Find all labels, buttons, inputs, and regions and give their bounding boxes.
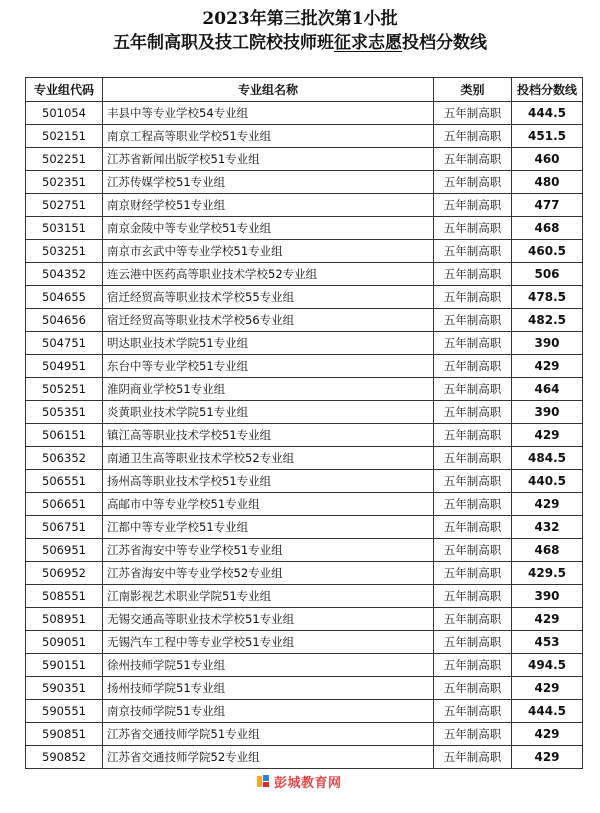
cell-score: 429 [512,608,583,631]
cell-category: 五年制高职 [434,700,512,723]
table-row [26,378,583,401]
cell-code: 502351 [26,171,103,194]
table-row [26,355,583,378]
table-row [26,631,583,654]
cell-score: 464 [512,378,583,401]
watermark [256,772,342,790]
cell-name: 南京财经学校51专业组 [103,194,434,217]
cell-category: 五年制高职 [434,355,512,378]
cell-category: 五年制高职 [434,309,512,332]
cell-category: 五年制高职 [434,516,512,539]
cell-name: 南通卫生高等职业技术学校52专业组 [103,447,434,470]
cell-score: 429 [512,677,583,700]
cell-name: 无锡汽车工程中等专业学校51专业组 [103,631,434,654]
cell-score: 429.5 [512,562,583,585]
cell-category: 五年制高职 [434,263,512,286]
cell-code: 505251 [26,378,103,401]
cell-category: 五年制高职 [434,378,512,401]
cell-score: 444.5 [512,700,583,723]
cell-category: 五年制高职 [434,562,512,585]
cell-code: 506751 [26,516,103,539]
cell-code: 506551 [26,470,103,493]
table-row [26,148,583,171]
cell-code: 502151 [26,125,103,148]
cell-score: 390 [512,401,583,424]
cell-code: 502751 [26,194,103,217]
cell-category: 五年制高职 [434,194,512,217]
table-row [26,746,583,769]
cell-category: 五年制高职 [434,217,512,240]
page-title-line1: 2023年第三批次第1小批 [202,9,398,29]
title-prefix: 五年制高职及技工院校技师班 [113,33,334,53]
table-row [26,493,583,516]
cell-category: 五年制高职 [434,585,512,608]
cell-name: 丰县中等专业学校54专业组 [103,102,434,125]
cell-score: 429 [512,493,583,516]
cell-score: 444.5 [512,102,583,125]
cell-name: 江南影视艺术职业学院51专业组 [103,585,434,608]
cell-code: 506151 [26,424,103,447]
cell-name: 江苏传媒学校51专业组 [103,171,434,194]
cell-score: 494.5 [512,654,583,677]
cell-name: 明达职业技术学院51专业组 [103,332,434,355]
score-table [25,77,583,769]
cell-category: 五年制高职 [434,470,512,493]
table-row [26,723,583,746]
cell-name: 南京金陵中等专业学校51专业组 [103,217,434,240]
cell-code: 504951 [26,355,103,378]
cell-score: 429 [512,723,583,746]
cell-code: 503251 [26,240,103,263]
cell-score: 468 [512,217,583,240]
cell-score: 477 [512,194,583,217]
table-row [26,447,583,470]
table-row [26,654,583,677]
cell-score: 484.5 [512,447,583,470]
title-underlined: 征求志愿 [334,33,402,53]
table-row [26,401,583,424]
cell-code: 506952 [26,562,103,585]
cell-score: 429 [512,355,583,378]
table-row [26,677,583,700]
cell-name: 扬州技师学院51专业组 [103,677,434,700]
watermark-logo-icon [256,774,270,788]
cell-code: 509051 [26,631,103,654]
table-row [26,516,583,539]
cell-score: 440.5 [512,470,583,493]
cell-score: 451.5 [512,125,583,148]
cell-code: 504655 [26,286,103,309]
watermark-text: 彭城教育网 [274,775,342,791]
cell-code: 506651 [26,493,103,516]
header-code: 专业组代码 [26,78,103,102]
cell-score: 432 [512,516,583,539]
table-row [26,286,583,309]
cell-category: 五年制高职 [434,102,512,125]
cell-code: 504352 [26,263,103,286]
table-row [26,102,583,125]
table-row [26,585,583,608]
cell-code: 504656 [26,309,103,332]
cell-category: 五年制高职 [434,654,512,677]
cell-score: 506 [512,263,583,286]
table-row [26,171,583,194]
cell-score: 482.5 [512,309,583,332]
cell-code: 590351 [26,677,103,700]
cell-score: 460 [512,148,583,171]
page-title-line2 [0,32,600,54]
cell-code: 590151 [26,654,103,677]
cell-code: 504751 [26,332,103,355]
cell-code: 506352 [26,447,103,470]
cell-category: 五年制高职 [434,240,512,263]
cell-code: 506951 [26,539,103,562]
cell-code: 501054 [26,102,103,125]
cell-category: 五年制高职 [434,424,512,447]
cell-code: 590852 [26,746,103,769]
table-body [26,102,583,769]
table-row [26,125,583,148]
cell-category: 五年制高职 [434,493,512,516]
cell-code: 508951 [26,608,103,631]
cell-category: 五年制高职 [434,539,512,562]
cell-score: 453 [512,631,583,654]
cell-name: 南京技师学院51专业组 [103,700,434,723]
cell-score: 460.5 [512,240,583,263]
cell-category: 五年制高职 [434,171,512,194]
header-category: 类别 [434,78,512,102]
cell-name: 炎黄职业技术学院51专业组 [103,401,434,424]
cell-code: 502251 [26,148,103,171]
table-row [26,263,583,286]
cell-score: 429 [512,746,583,769]
header-name: 专业组名称 [103,78,434,102]
cell-code: 505351 [26,401,103,424]
cell-code: 590551 [26,700,103,723]
cell-name: 江苏省交通技师学院51专业组 [103,723,434,746]
cell-score: 429 [512,424,583,447]
cell-name: 南京工程高等职业学校51专业组 [103,125,434,148]
cell-name: 连云港中医药高等职业技术学校52专业组 [103,263,434,286]
cell-name: 宿迁经贸高等职业技术学校55专业组 [103,286,434,309]
cell-category: 五年制高职 [434,746,512,769]
cell-name: 淮阴商业学校51专业组 [103,378,434,401]
table-header-row [26,78,583,102]
table-row [26,194,583,217]
table-row [26,700,583,723]
cell-score: 480 [512,171,583,194]
cell-name: 江苏省交通技师学院52专业组 [103,746,434,769]
cell-name: 镇江高等职业技术学校51专业组 [103,424,434,447]
cell-name: 江都中等专业学校51专业组 [103,516,434,539]
cell-name: 徐州技师学院51专业组 [103,654,434,677]
table-row [26,539,583,562]
cell-score: 468 [512,539,583,562]
table-row [26,424,583,447]
table-row [26,332,583,355]
table-row [26,217,583,240]
table-row [26,240,583,263]
cell-category: 五年制高职 [434,286,512,309]
cell-name: 东台中等专业学校51专业组 [103,355,434,378]
cell-name: 扬州高等职业技术学校51专业组 [103,470,434,493]
cell-category: 五年制高职 [434,723,512,746]
cell-code: 503151 [26,217,103,240]
cell-category: 五年制高职 [434,677,512,700]
cell-name: 江苏省海安中等专业学校51专业组 [103,539,434,562]
cell-name: 南京市玄武中等专业学校51专业组 [103,240,434,263]
cell-name: 江苏省新闻出版学校51专业组 [103,148,434,171]
cell-score: 478.5 [512,286,583,309]
title-suffix: 投档分数线 [402,33,487,53]
cell-category: 五年制高职 [434,125,512,148]
cell-category: 五年制高职 [434,148,512,171]
cell-code: 508551 [26,585,103,608]
cell-name: 江苏省海安中等专业学校52专业组 [103,562,434,585]
cell-category: 五年制高职 [434,608,512,631]
table-row [26,470,583,493]
cell-code: 590851 [26,723,103,746]
cell-category: 五年制高职 [434,401,512,424]
cell-name: 无锡交通高等职业技术学校51专业组 [103,608,434,631]
cell-score: 390 [512,585,583,608]
cell-name: 宿迁经贸高等职业技术学校56专业组 [103,309,434,332]
cell-category: 五年制高职 [434,447,512,470]
cell-category: 五年制高职 [434,332,512,355]
cell-category: 五年制高职 [434,631,512,654]
table-row [26,309,583,332]
table-row [26,562,583,585]
header-score: 投档分数线 [512,78,583,102]
table-row [26,608,583,631]
cell-name: 高邮市中等专业学校51专业组 [103,493,434,516]
cell-score: 390 [512,332,583,355]
